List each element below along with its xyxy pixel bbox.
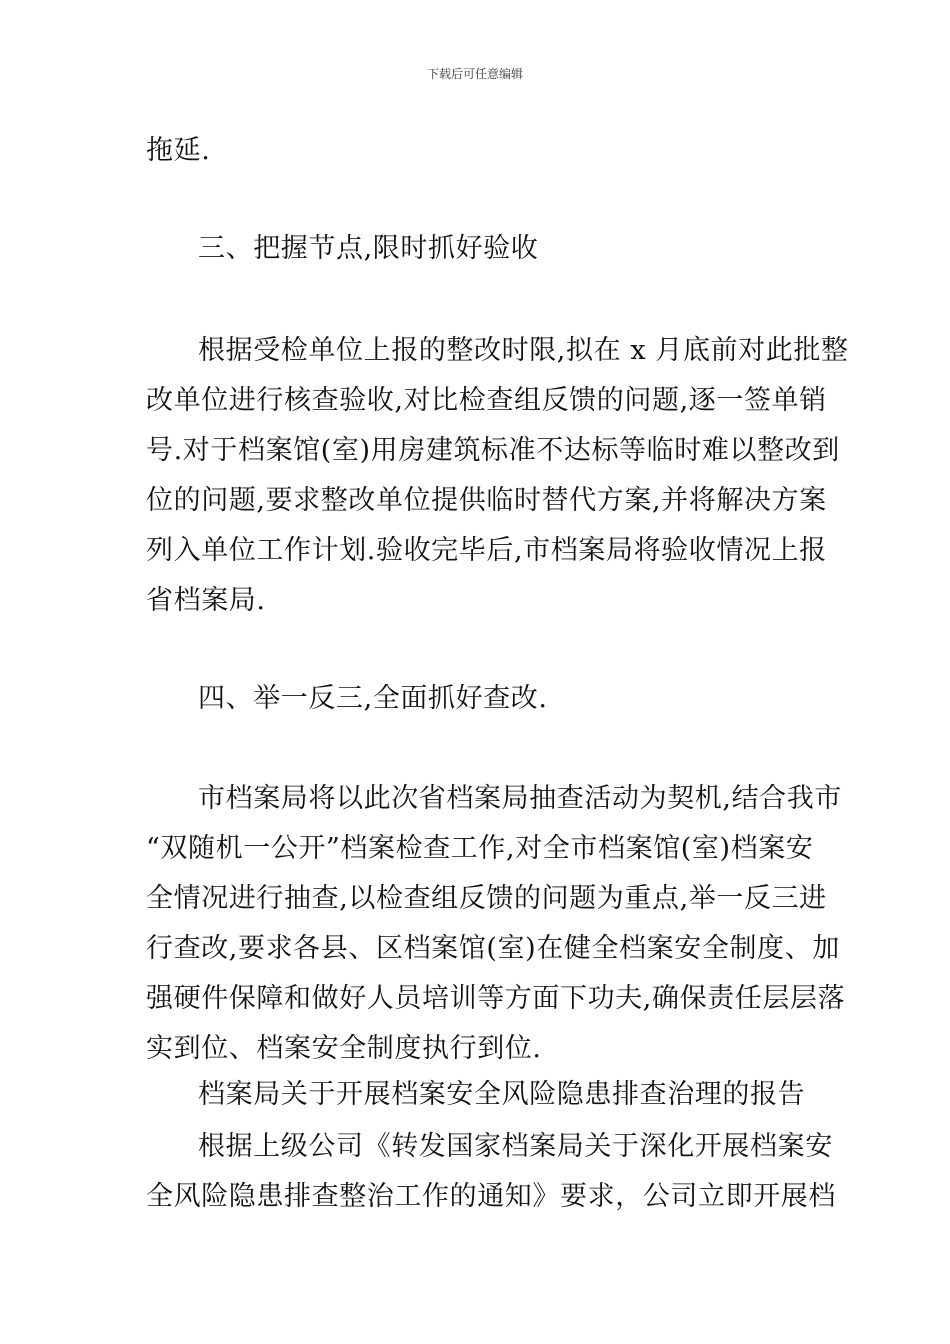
report-title: 档案局关于开展档案安全风险隐患排查治理的报告 bbox=[198, 1079, 806, 1110]
body-line: “双随机一公开”档案检查工作,对全市档案馆(室)档案安 bbox=[146, 833, 814, 864]
body-line: 根据受检单位上报的整改时限,拟在 x 月底前对此批整 bbox=[198, 335, 849, 366]
body-line: 号.对于档案馆(室)用房建筑标准不达标等临时难以整改到 bbox=[146, 435, 840, 466]
body-line: 根据上级公司《转发国家档案局关于深化开展档案安 bbox=[198, 1131, 833, 1162]
body-line: 强硬件保障和做好人员培训等方面下功夫,确保责任层层落 bbox=[146, 983, 846, 1014]
page-header: 下载后可任意编辑 bbox=[426, 67, 523, 81]
body-line: 行查改,要求各县、区档案馆(室)在健全档案安全制度、加 bbox=[146, 933, 840, 964]
body-line: 拖延. bbox=[146, 135, 211, 166]
body-line: 改单位进行核查验收,对比检查组反馈的问题,逐一签单销 bbox=[146, 385, 827, 416]
body-line: 市档案局将以此次省档案局抽查活动为契机,结合我市 bbox=[198, 783, 842, 814]
body-line: 实到位、档案安全制度执行到位. bbox=[146, 1033, 542, 1064]
section-heading: 四、举一反三,全面抓好查改. bbox=[198, 683, 548, 714]
body-line: 全风险隐患排查整治工作的通知》要求，公司立即开展档 bbox=[146, 1181, 836, 1212]
body-line: 省档案局. bbox=[146, 585, 266, 616]
body-line: 位的问题,要求整改单位提供临时替代方案,并将解决方案 bbox=[146, 485, 827, 516]
section-heading: 三、把握节点,限时抓好验收 bbox=[198, 233, 539, 264]
body-line: 全情况进行抽查,以检查组反馈的问题为重点,举一反三进 bbox=[146, 883, 827, 914]
body-line: 列入单位工作计划.验收完毕后,市档案局将验收情况上报 bbox=[146, 535, 827, 566]
